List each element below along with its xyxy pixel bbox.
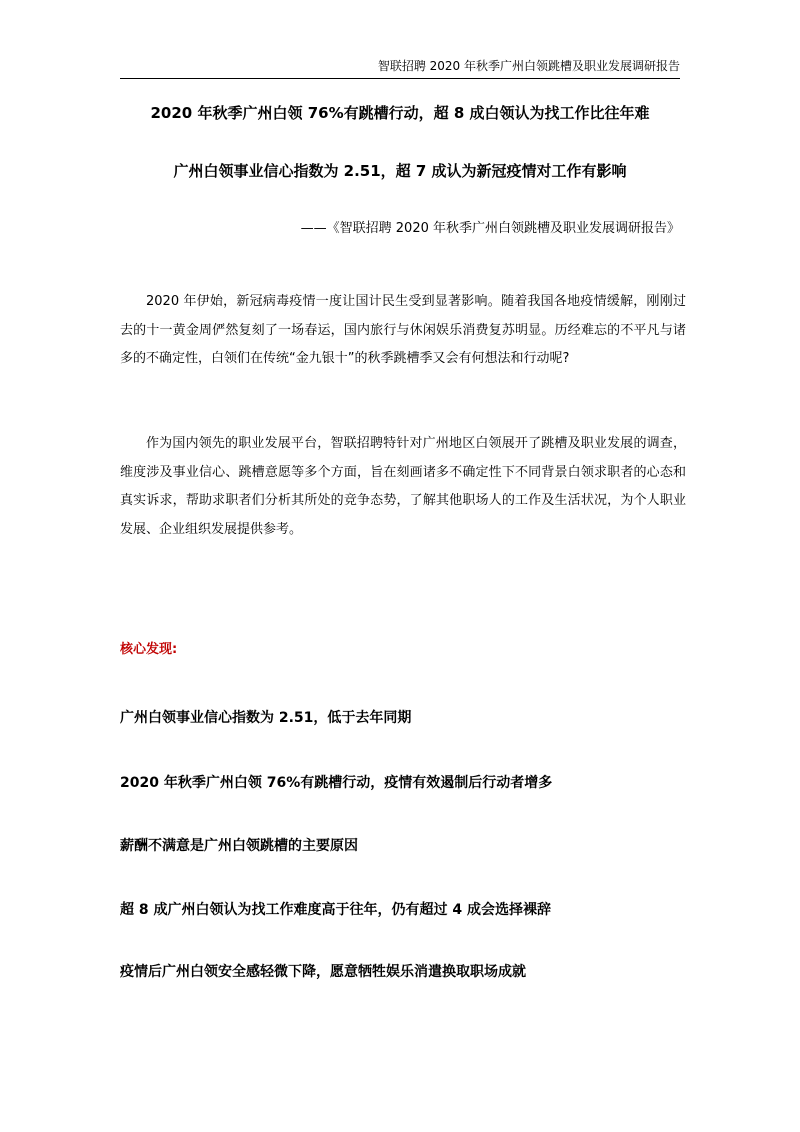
finding-item: 疫情后广州白领安全感轻微下降，愿意牺牲娱乐消遣换取职场成就	[120, 964, 526, 980]
finding-item: 广州白领事业信心指数为 2.51，低于去年同期	[120, 710, 412, 726]
sub-title: 广州白领事业信心指数为 2.51，超 7 成认为新冠疫情对工作有影响	[173, 162, 627, 180]
survey-description-paragraph: 作为国内领先的职业发展平台，智联招聘特针对广州地区白领展开了跳槽及职业发展的调查，维度涉及事业信心、跳槽意愿等多个方面，旨在刻画诸多不确定性下不同背景白领求职者的心态和真实诉求，帮助求职者们分析其所处的竞争态势，了解其他职场人的工作及生活状况，为个人职业发展、企业组织发展提供参考。	[120, 436, 686, 537]
intro-paragraph: 2020 年伊始，新冠病毒疫情一度让国计民生受到显著影响。随着我国各地疫情缓解，刚刚过去的十一黄金周俨然复刻了一场春运，国内旅行与休闲娱乐消费复苏明显。历经难忘的不平凡与诸多的不确定性，白领们在传统“金九银十”的秋季跳槽季又会有何想法和行动呢?	[120, 294, 686, 367]
header-divider	[120, 78, 680, 79]
core-findings-heading: 核心发现:	[120, 642, 178, 657]
running-header: 智联招聘 2020 年秋季广州白领跳槽及职业发展调研报告	[377, 59, 680, 73]
finding-item: 超 8 成广州白领认为找工作难度高于往年，仍有超过 4 成会选择裸辞	[120, 902, 551, 918]
source-attribution: ——《智联招聘 2020 年秋季广州白领跳槽及职业发展调研报告》	[300, 221, 680, 236]
main-title: 2020 年秋季广州白领 76%有跳槽行动，超 8 成白领认为找工作比往年难	[150, 104, 650, 122]
finding-item: 薪酬不满意是广州白领跳槽的主要原因	[120, 838, 358, 854]
finding-item: 2020 年秋季广州白领 76%有跳槽行动，疫情有效遏制后行动者增多	[120, 775, 553, 791]
